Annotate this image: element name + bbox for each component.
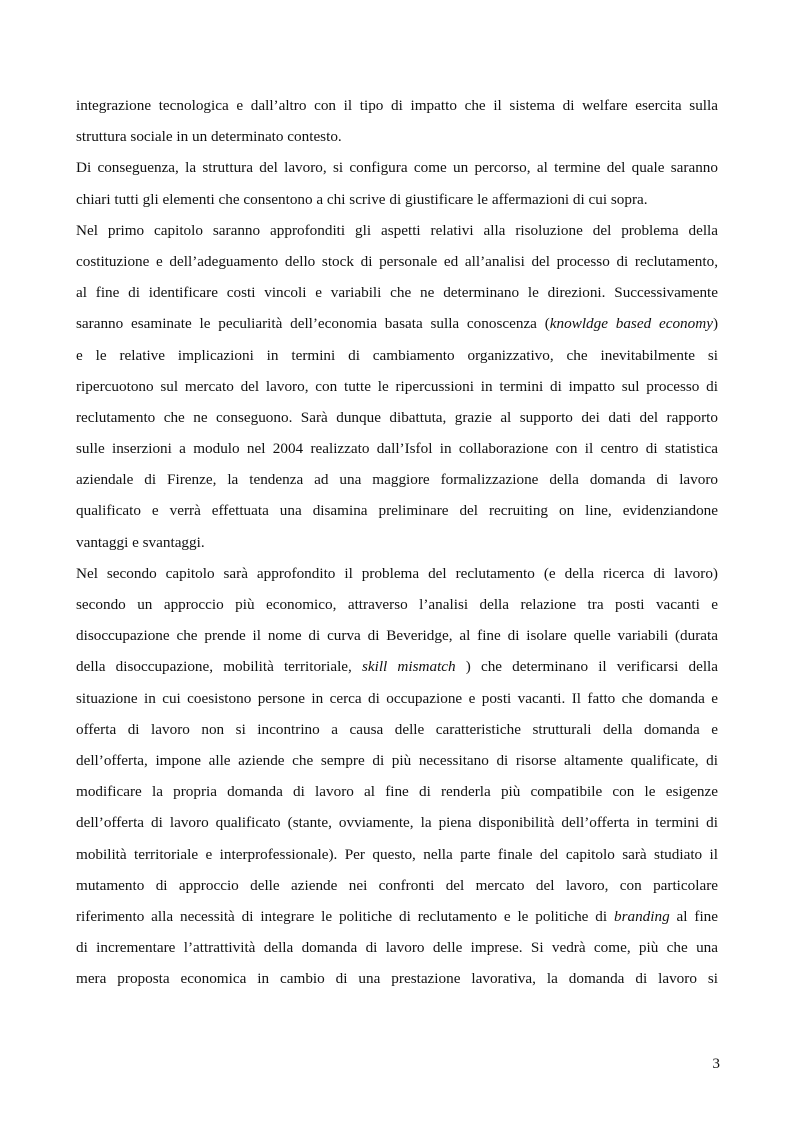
text-line bbox=[76, 776, 718, 807]
text-run: ) che determinano il verificarsi della bbox=[455, 658, 718, 676]
text-run: al fine bbox=[669, 907, 718, 925]
text-run: aziendale di Firenze, la tendenza ad una maggiore formalizzazione della domanda di lavoro bbox=[76, 471, 718, 489]
text-line bbox=[76, 527, 718, 558]
text-line bbox=[76, 901, 718, 932]
text-run: situazione in cui coesistono persone in cerca di occupazione e posti vacanti. Il fatto che domanda e bbox=[76, 689, 718, 707]
text-run: saranno esaminate le peculiarità dell’economia basata sulla conoscenza ( bbox=[76, 315, 550, 333]
text-run: e le relative implicazioni in termini di cambiamento organizzativo, che inevitabilmente si bbox=[76, 346, 718, 364]
text-run: dell’offerta di lavoro qualificato (stante, ovviamente, la piena disponibilità dell’offerta in termini di bbox=[76, 814, 718, 832]
text-run: mera proposta economica in cambio di una prestazione lavorativa, la domanda di lavoro si bbox=[76, 970, 718, 988]
text-line bbox=[76, 308, 718, 339]
text-run: qualificato e verrà effettuata una disamina preliminare del recruiting on line, evidenziandone bbox=[76, 502, 718, 520]
text-line bbox=[76, 651, 718, 682]
text-run: vantaggi e svantaggi. bbox=[76, 533, 205, 551]
text-run: Nel primo capitolo saranno approfonditi gli aspetti relativi alla risoluzione del problema della bbox=[76, 221, 718, 239]
text-run: dell’offerta, impone alle aziende che sempre di più necessitano di risorse altamente qualificate, di bbox=[76, 751, 718, 769]
text-line bbox=[76, 371, 718, 402]
text-line bbox=[76, 246, 718, 277]
text-line bbox=[76, 589, 718, 620]
text-line bbox=[76, 870, 718, 901]
text-run: ripercuotono sul mercato del lavoro, con tutte le ripercussioni in termini di impatto sul processo di bbox=[76, 377, 718, 395]
text-run: mutamento di approccio delle aziende nei confronti del mercato del lavoro, con particolare bbox=[76, 876, 718, 894]
page-number: 3 bbox=[712, 1055, 720, 1072]
text-line bbox=[76, 215, 718, 246]
text-run: mobilità territoriale e interprofessionale). Per questo, nella parte finale del capitolo sarà studiato il bbox=[76, 845, 718, 863]
text-line bbox=[76, 433, 718, 464]
document-body bbox=[76, 90, 718, 994]
text-line bbox=[76, 495, 718, 526]
text-line bbox=[76, 932, 718, 963]
text-line bbox=[76, 90, 718, 121]
text-line bbox=[76, 152, 718, 183]
text-line bbox=[76, 121, 718, 152]
text-line bbox=[76, 714, 718, 745]
paragraph bbox=[76, 215, 718, 558]
text-line bbox=[76, 402, 718, 433]
text-run: secondo un approccio più economico, attraverso l’analisi della relazione tra posti vacanti e bbox=[76, 596, 718, 613]
text-run: integrazione tecnologica e dall’altro con il tipo di impatto che il sistema di welfare esercita sulla bbox=[76, 97, 718, 114]
text-line bbox=[76, 340, 718, 371]
paragraph bbox=[76, 90, 718, 152]
text-line bbox=[76, 839, 718, 870]
italic-term: branding bbox=[613, 907, 670, 925]
text-run: Nel secondo capitolo sarà approfondito il problema del reclutamento (e della ricerca di lavoro) bbox=[76, 564, 718, 582]
text-line bbox=[76, 184, 718, 215]
text-line bbox=[76, 464, 718, 495]
text-run: al fine di identificare costi vincoli e variabili che ne determinano le direzioni. Successivamente bbox=[76, 284, 718, 302]
text-run: reclutamento che ne conseguono. Sarà dunque dibattuta, grazie al supporto dei dati del rapporto bbox=[76, 408, 718, 426]
text-run: chiari tutti gli elementi che consentono a chi scrive di giustificare le affermazioni di cui sopra. bbox=[76, 190, 648, 208]
text-run: Di conseguenza, la struttura del lavoro, si configura come un percorso, al termine del quale saranno bbox=[76, 159, 718, 177]
text-run: riferimento alla necessità di integrare le politiche di reclutamento e le politiche di bbox=[76, 907, 614, 925]
paragraph bbox=[76, 152, 718, 214]
text-line bbox=[76, 558, 718, 589]
text-line bbox=[76, 277, 718, 308]
text-run: offerta di lavoro non si incontrino a causa delle caratteristiche strutturali della domanda e bbox=[76, 720, 718, 738]
italic-term: skill mismatch bbox=[361, 658, 456, 676]
text-run: sulle inserzioni a modulo nel 2004 realizzato dall’Isfol in collaborazione con il centro di statistica bbox=[76, 440, 718, 458]
text-line bbox=[76, 683, 718, 714]
text-run: ) bbox=[712, 315, 718, 333]
text-run: di incrementare l’attrattività della domanda di lavoro delle imprese. Si vedrà come, più che una bbox=[76, 939, 718, 957]
text-run: costituzione e dell’adeguamento dello stock di personale ed all’analisi del processo di reclutamento, bbox=[76, 252, 718, 270]
text-run: disoccupazione che prende il nome di curva di Beveridge, al fine di isolare quelle variabili (durata bbox=[76, 627, 718, 645]
text-run: modificare la propria domanda di lavoro al fine di renderla più compatibile con le esigenze bbox=[76, 783, 718, 801]
text-line bbox=[76, 620, 718, 651]
text-line bbox=[76, 963, 718, 994]
text-run: della disoccupazione, mobilità territoriale, bbox=[76, 658, 362, 676]
text-line bbox=[76, 807, 718, 838]
paragraph bbox=[76, 558, 718, 995]
text-run: struttura sociale in un determinato contesto. bbox=[76, 128, 342, 146]
text-line bbox=[76, 745, 718, 776]
italic-term: knowldge based economy bbox=[549, 315, 713, 333]
